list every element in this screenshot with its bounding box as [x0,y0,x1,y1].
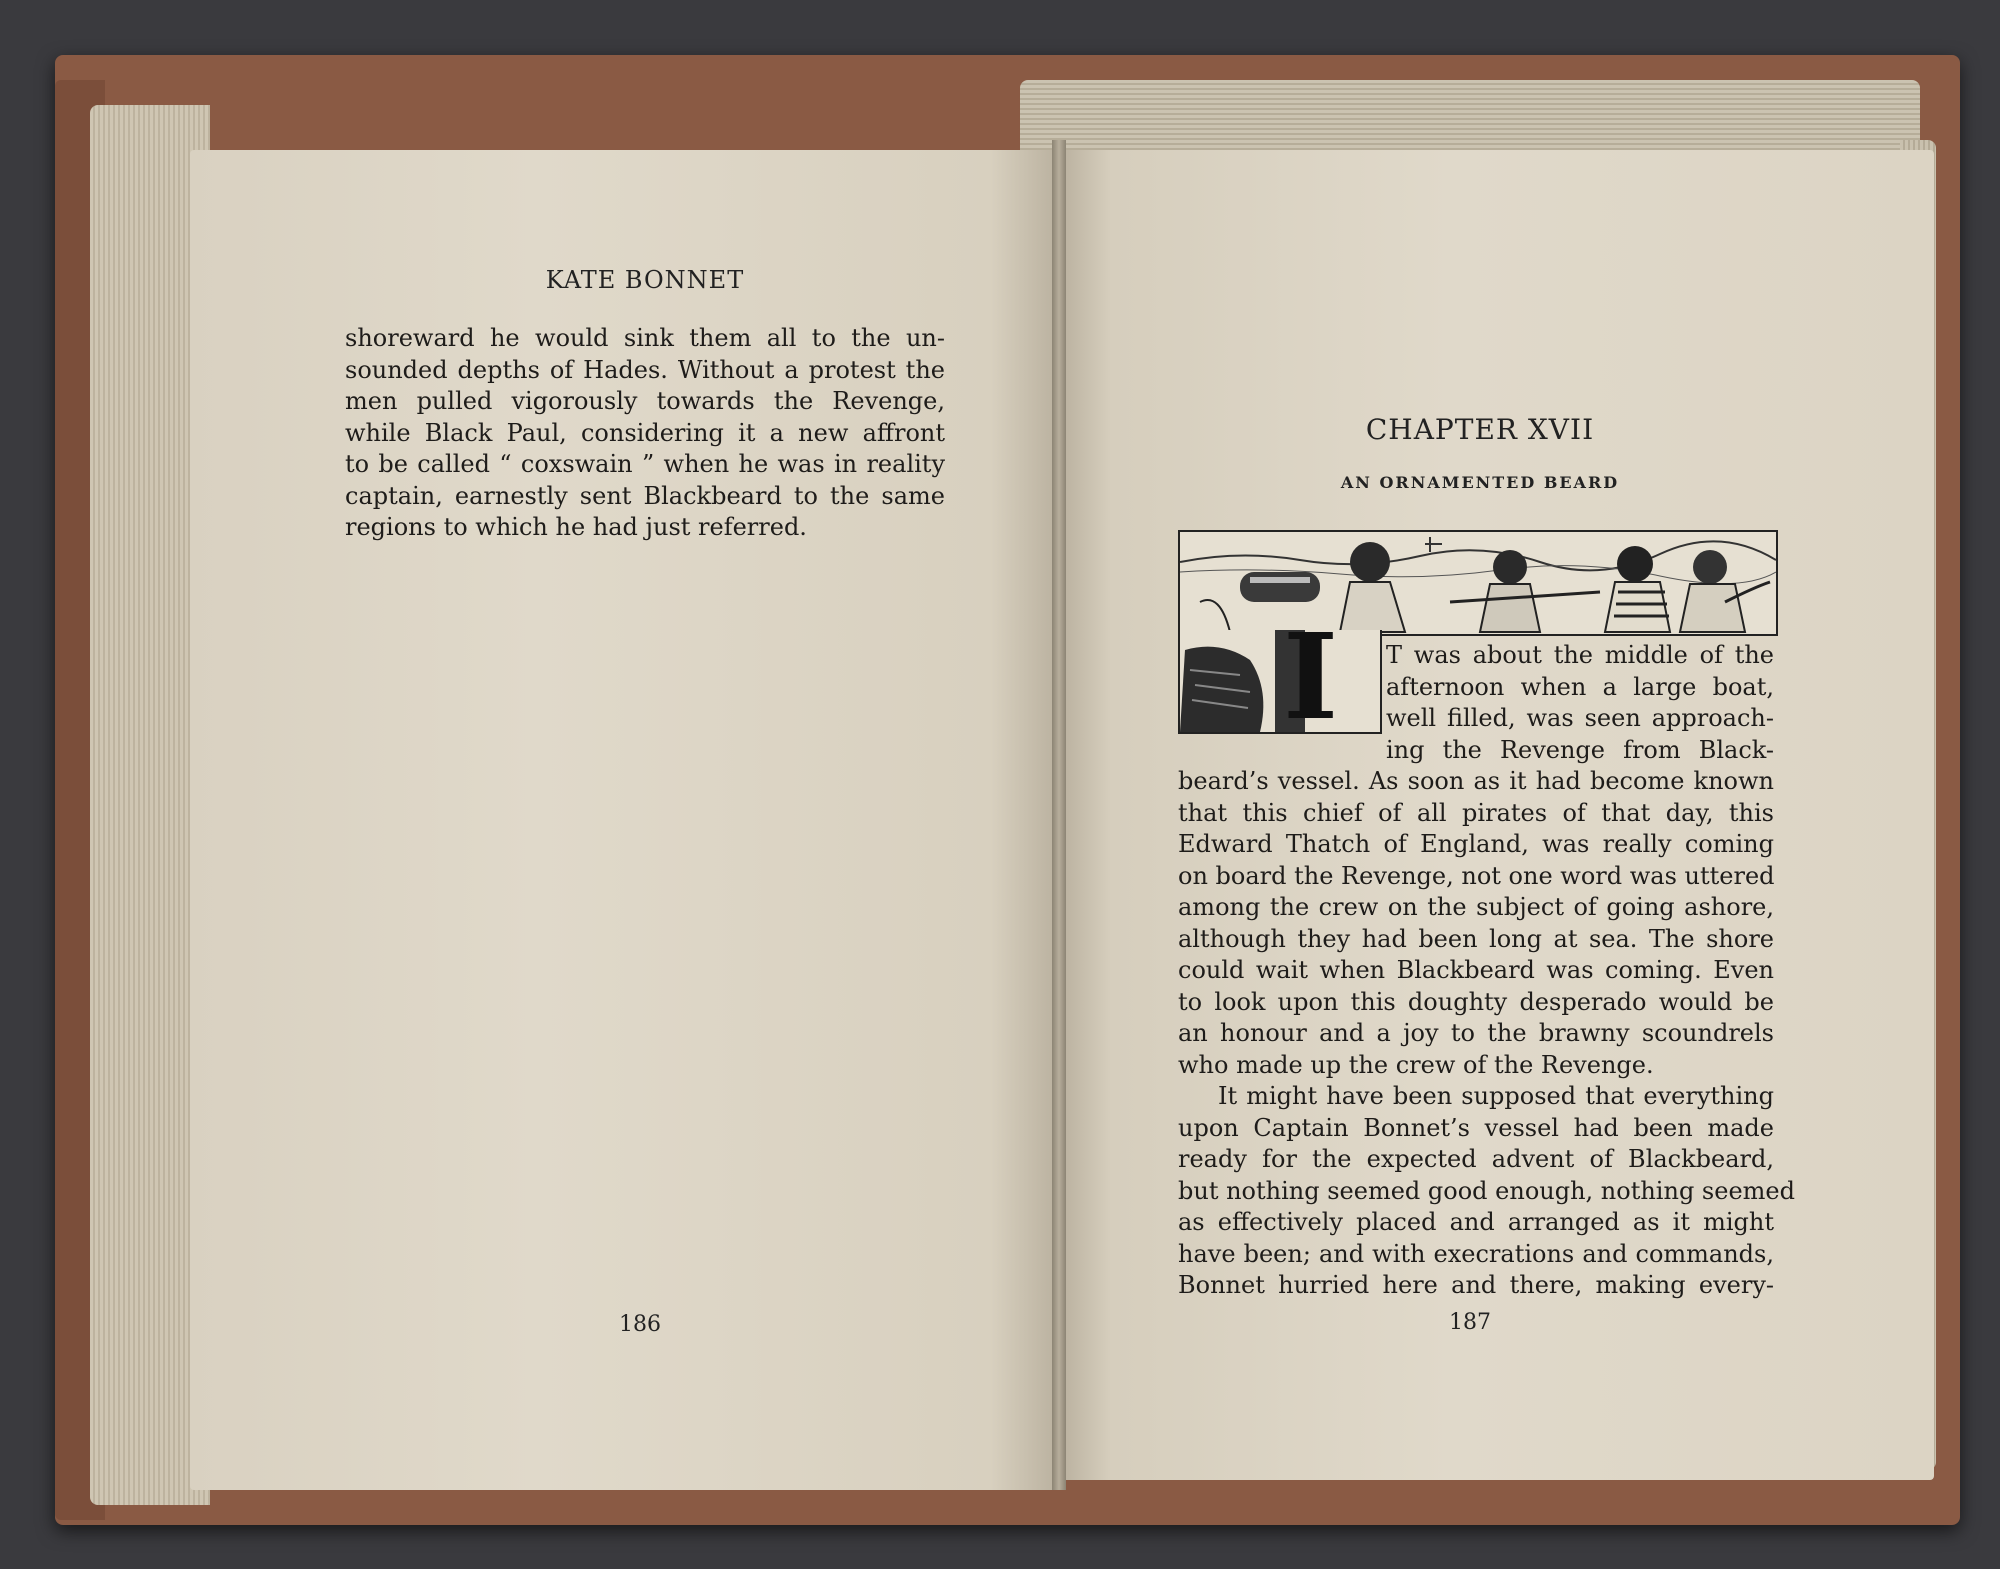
illustration-lower-left [1178,630,1382,734]
text-line: T was about the middle of the [1386,641,1774,669]
pirates-engraving-icon [1178,530,1778,636]
chapter-title: CHAPTER XVII [1365,413,1595,446]
text-line: captain, earnestly sent Blackbeard to the same [345,481,945,510]
text-line: sounded depths of Hades. Without a protest the [345,355,945,384]
left-page-text [345,323,945,544]
text-line: on board the Revenge, not one word was uttered [1178,861,1775,890]
text-line: as effectively placed and arranged as it might [1178,1208,1774,1236]
running-head: KATE BONNET [545,266,745,294]
text-line: Bonnet hurried here and there, making every- [1178,1271,1774,1299]
text-line: that this chief of all pirates of that day, this [1178,798,1774,827]
book-gutter [1052,140,1066,1490]
page-stack-top [1020,80,1920,155]
page-number-left: 186 [619,1312,661,1337]
text-line: who made up the crew of the Revenge. [1178,1050,1654,1079]
text-line: to be called “ coxswain ” when he was in reality [345,450,945,478]
right-page-text [1178,766,1795,1302]
text-line: well filled, was seen approach- [1386,704,1774,732]
text-line: ing the Revenge from Black- [1386,735,1774,764]
text-line: upon Captain Bonnet’s vessel had been made [1178,1113,1774,1142]
text-line: to look upon this doughty desperado would be [1178,987,1774,1016]
text-line: could wait when Blackbeard was coming. Even [1178,956,1774,984]
text-line: ready for the expected advent of Blackbeard, [1178,1145,1774,1173]
chapter-subtitle: AN ORNAMENTED BEARD [1340,473,1620,492]
text-line: It might have been supposed that everything [1218,1082,1774,1110]
dropcap-text [1386,640,1774,766]
text-line: shoreward he would sink them all to the un- [345,324,945,352]
text-line: beard’s vessel. As soon as it had become known [1178,767,1774,795]
text-line: among the crew on the subject of going ashore, [1178,893,1774,921]
text-line: men pulled vigorously towards the Revenge, [345,387,945,415]
text-line: regions to which he had just referred. [345,513,807,541]
text-line: Edward Thatch of England, was really coming [1178,830,1774,858]
text-line: but nothing seemed good enough, nothing seemed [1178,1176,1795,1205]
page-number-right: 187 [1449,1310,1491,1335]
drop-cap: I [1283,607,1339,746]
text-line: although they had been long at sea. The shore [1178,924,1774,953]
text-line: while Black Paul, considering it a new affront [345,418,945,447]
text-line: afternoon when a large boat, [1386,672,1774,701]
text-line: an honour and a joy to the brawny scoundrels [1178,1019,1774,1047]
text-line: have been; and with execrations and commands, [1178,1239,1774,1268]
